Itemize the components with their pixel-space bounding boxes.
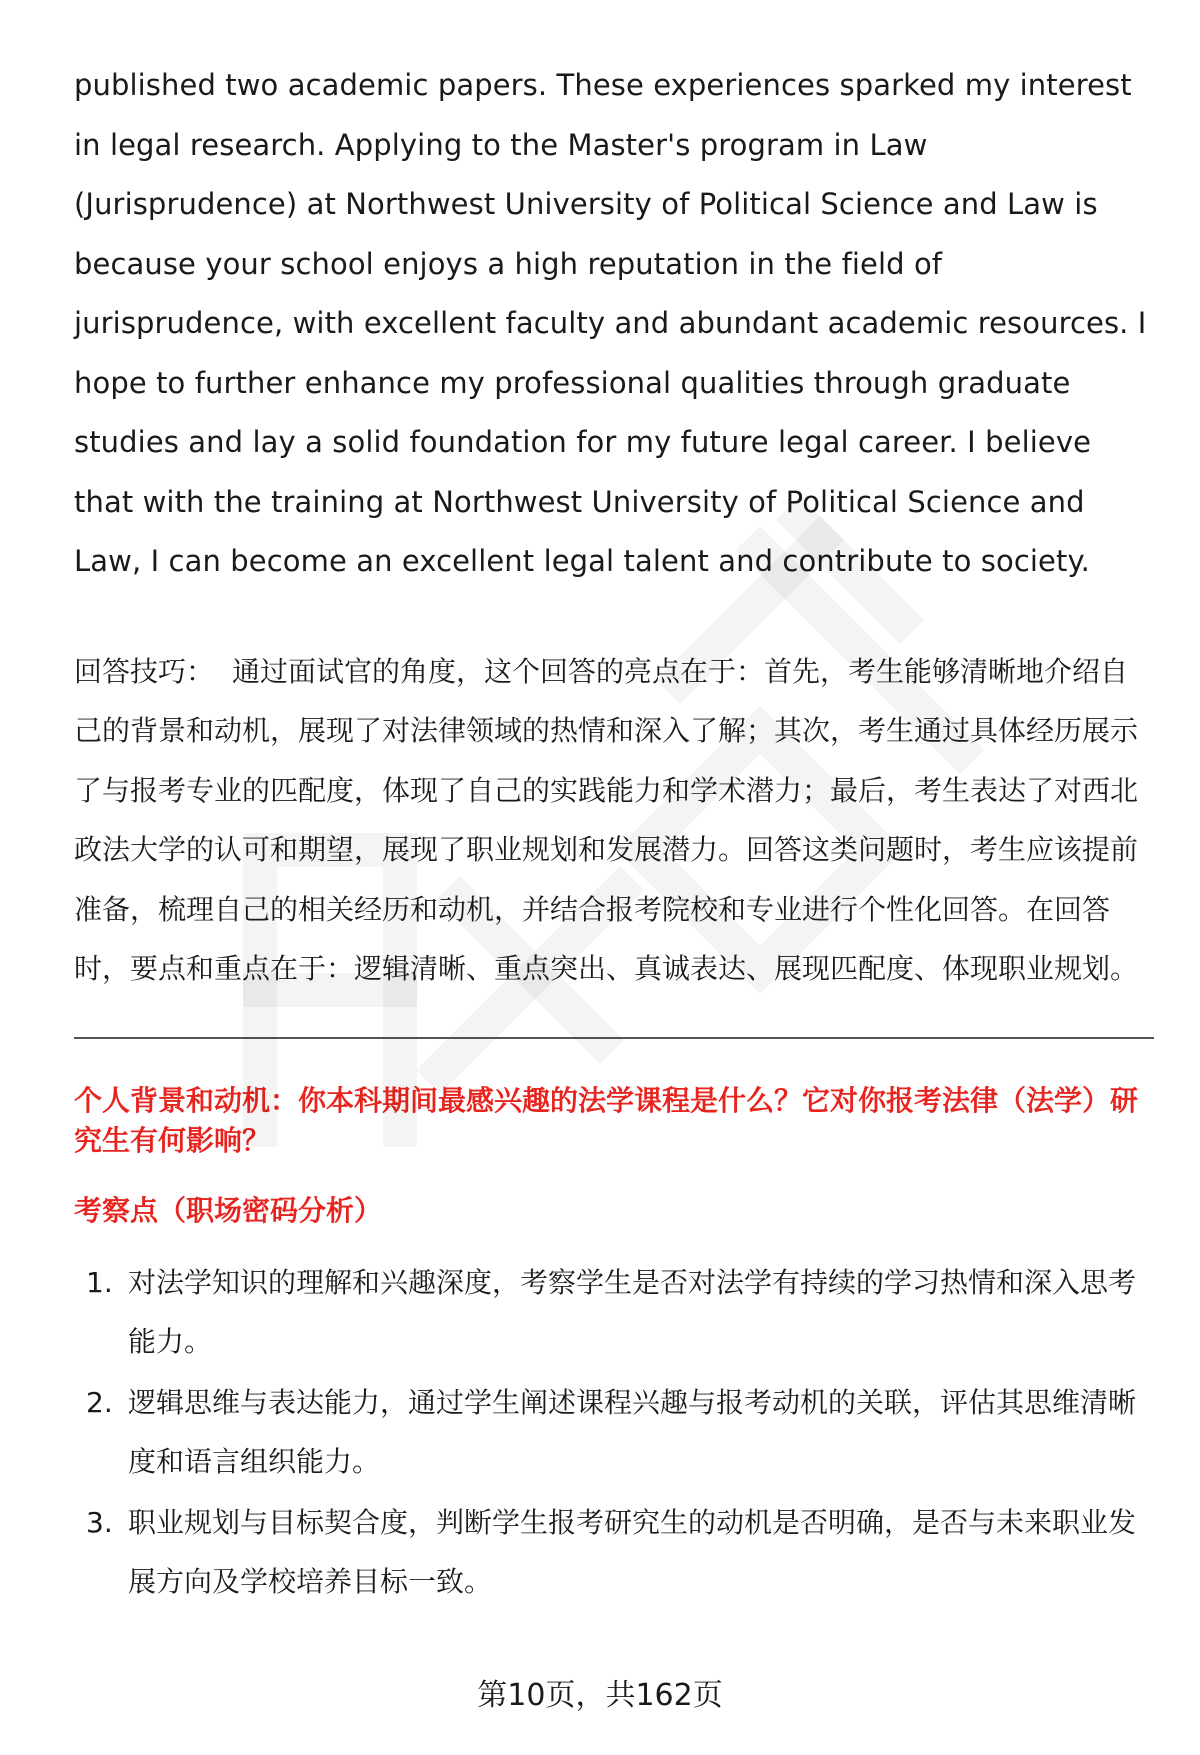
page-footer: 第10页，共162页 <box>477 1678 723 1713</box>
section-title: 考察点（职场密码分析） <box>74 1193 383 1227</box>
list-item-text: 对法学知识的理解和兴趣深度，考察学生是否对法学有持续的学习热情和深入思考能力。 <box>128 1265 1137 1358</box>
answer-tip-text: 通过面试官的角度，这个回答的亮点在于：首先，考生能够清晰地介绍自己的背景和动机，展现了对法律领域的热情和深入了解；其次，考生通过具体经历展示了与报考专业的匹配度，体现了自己的实践能力和学术潜力；最后，考生表达了对西北政法大学的认可和期望，展现了职业规划和发展潜力。回答这类问题时，考生应该提前准备，梳理自己的相关经历和动机，并结合报考院校和专业进行个性化回答。在回答时，要点和重点在于：逻辑清晰、重点突出、真诚表达、展现匹配度、体现职业规划。 <box>74 654 1139 985</box>
list-item-number: 1. <box>86 1265 113 1299</box>
list-item <box>74 1253 1154 1372</box>
question-heading: 个人背景和动机：你本科期间最感兴趣的法学课程是什么？它对你报考法律（法学）研究生有何影响？ <box>74 1083 1139 1157</box>
list-item-text: 逻辑思维与表达能力，通过学生阐述课程兴趣与报考动机的关联，评估其思维清晰度和语言组织能力。 <box>128 1385 1137 1478</box>
list-item-number: 3. <box>86 1505 113 1539</box>
list-item-text: 职业规划与目标契合度，判断学生报考研究生的动机是否明确，是否与未来职业发展方向及学校培养目标一致。 <box>128 1505 1137 1598</box>
evaluation-points-list <box>74 1253 1154 1612</box>
document-page <box>74 56 1154 1613</box>
section-divider <box>74 1037 1154 1039</box>
list-item-number: 2. <box>86 1385 113 1419</box>
list-item <box>74 1373 1154 1492</box>
list-item <box>74 1493 1154 1612</box>
answer-tip-paragraph <box>74 642 1154 999</box>
body-paragraph-english: published two academic papers. These experiences sparked my interest in legal research. Applying to the Master's program in Law (Jurisprudence) at Northwest University of Political Science and Law is because your school enjoys a high reputation in the field of jurisprudence, with excellent faculty and abundant academic resources. I hope to further enhance my professional qualities through graduate studies and lay a solid foundation for my future legal career. I believe that with the training at Northwest University of Political Science and Law, I can become an excellent legal talent and contribute to society. <box>74 68 1147 578</box>
answer-tip-label: 回答技巧： <box>74 654 215 688</box>
